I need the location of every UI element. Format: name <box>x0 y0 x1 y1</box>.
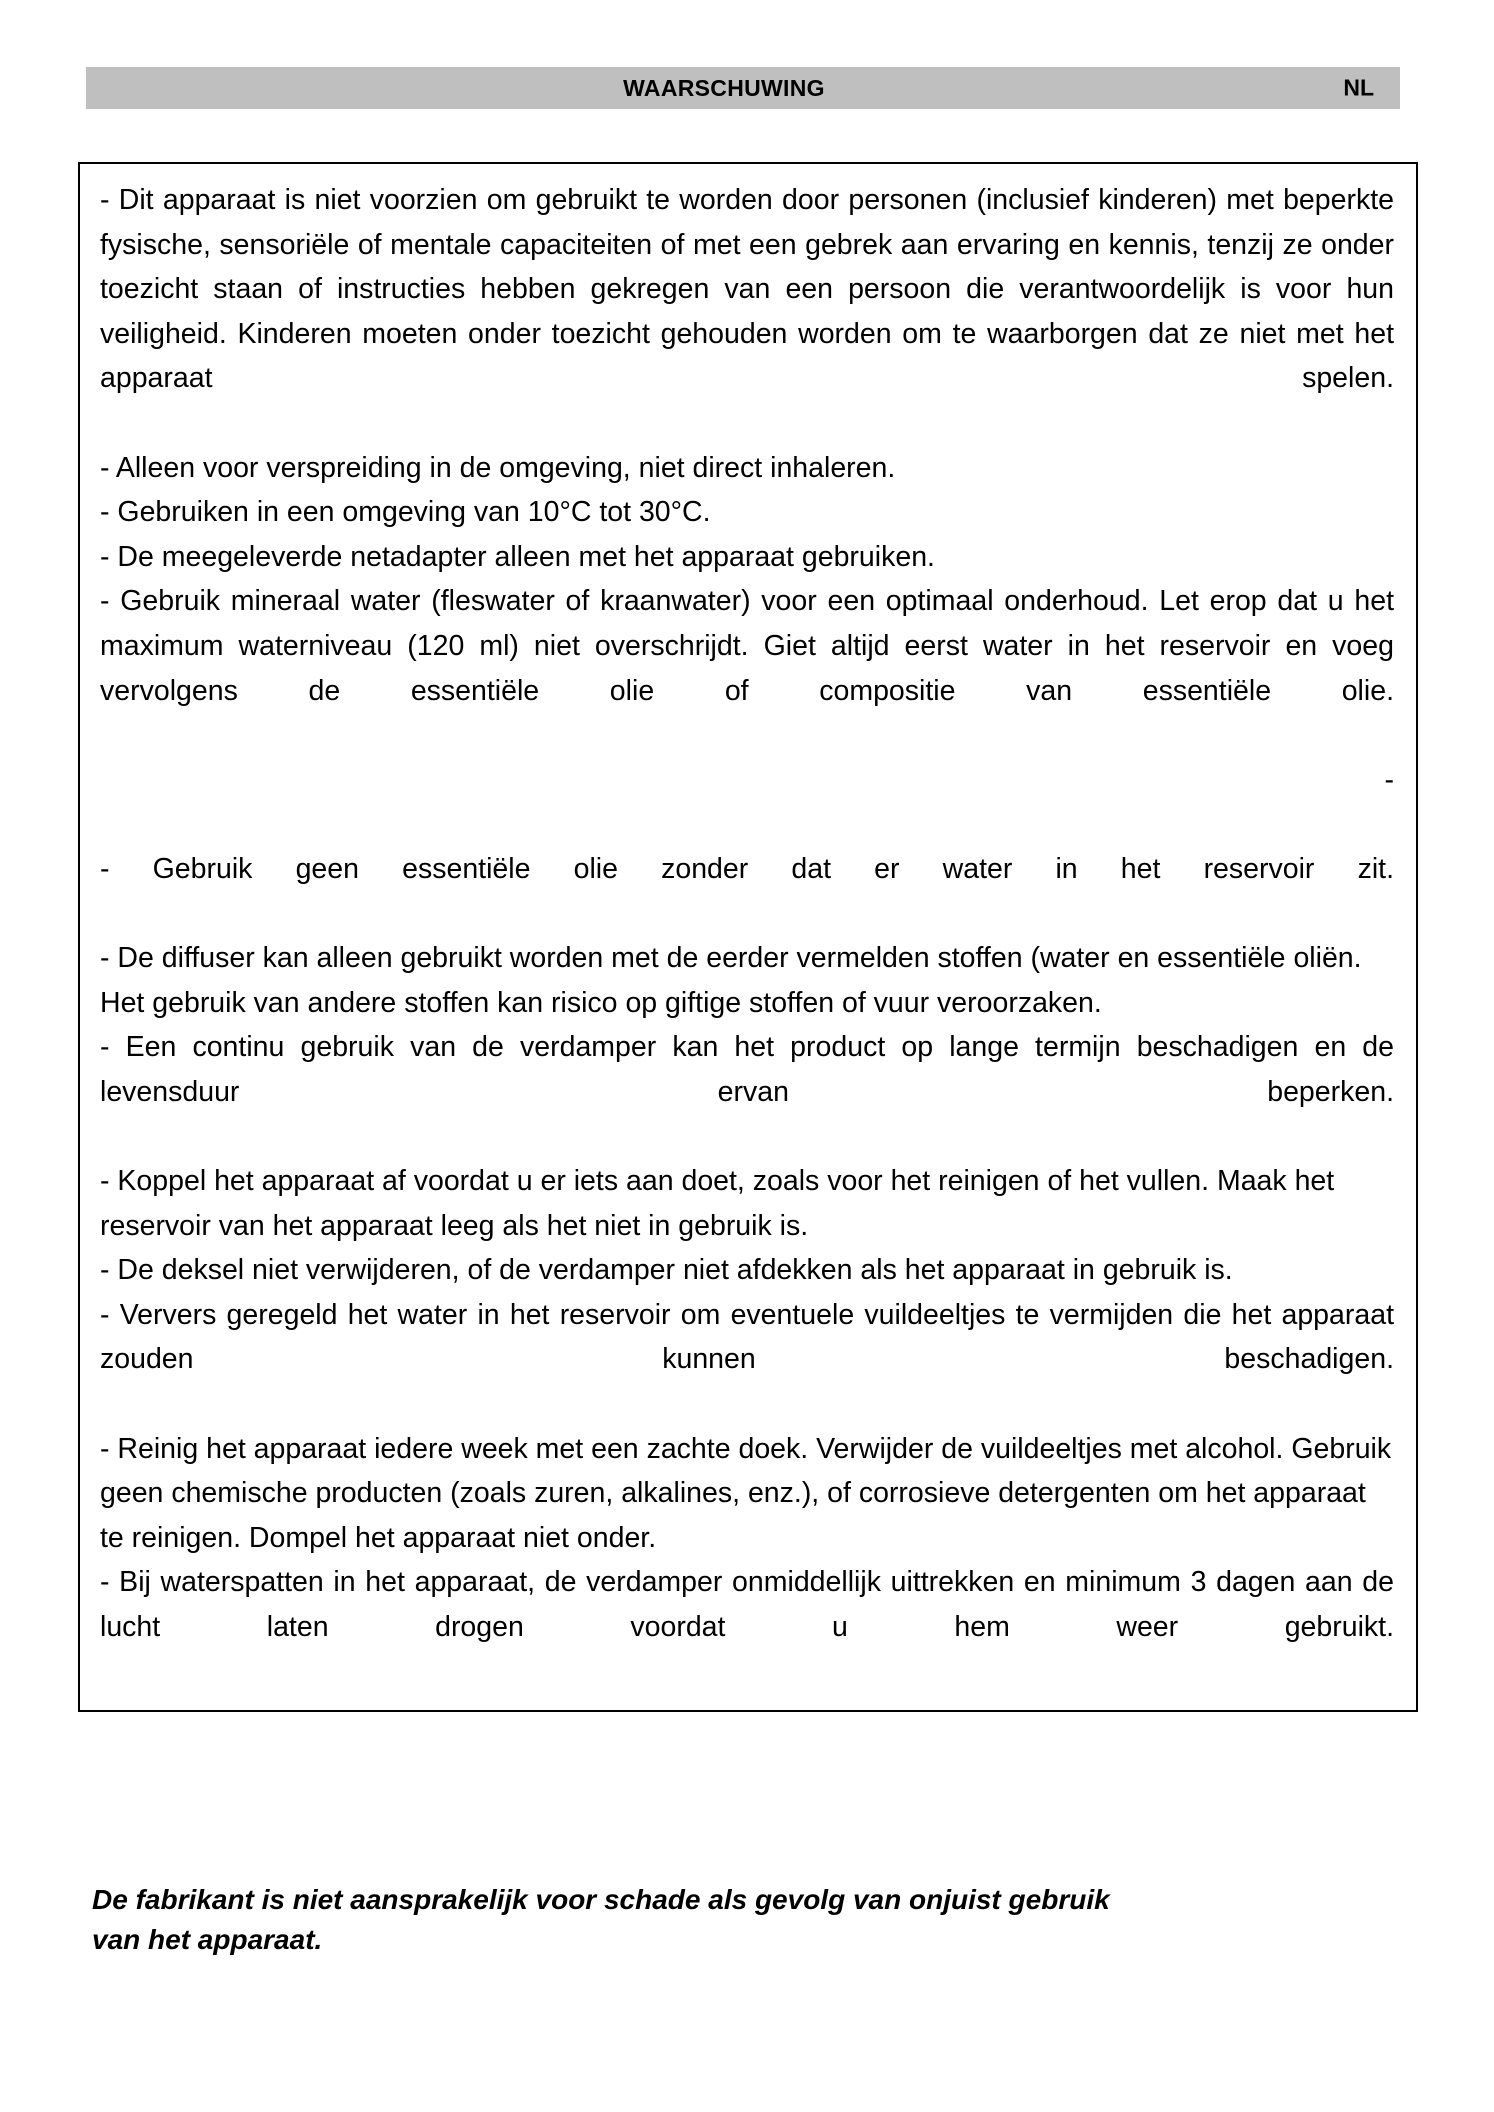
list-item: - De meegeleverde netadapter alleen met het apparaat gebruiken. <box>100 540 935 573</box>
list-item: - Alleen voor verspreiding in de omgeving, niet direct inhaleren. <box>100 451 896 484</box>
list-item: - Koppel het apparaat af voordat u er iets aan doet, zoals voor het reinigen of het vullen. Maak het reservoir van het apparaat leeg als het niet in gebruik is. <box>100 1165 1335 1242</box>
trailing-dash: - <box>1384 763 1394 796</box>
warning-text-box <box>78 162 1418 1712</box>
list-item: - Bij waterspatten in het apparaat, de verdamper onmiddellijk uittrekken en minimum 3 dagen aan de lucht laten drogen voordat u hem weer gebruikt. <box>100 1566 1394 1643</box>
list-item: - Ververs geregeld het water in het reservoir om eventuele vuildeeltjes te vermijden die het apparaat zouden kunnen beschadigen. <box>100 1298 1394 1376</box>
list-item: - De diffuser kan alleen gebruikt worden met de eerder vermelden stoffen (water en essentiële oliën. Het gebruik van andere stoffen kan risico op giftige stoffen of vuur veroorzaken. <box>100 942 1362 1019</box>
warning-list <box>100 178 1394 1694</box>
list-item: - De deksel niet verwijderen, of de verdamper niet afdekken als het apparaat in gebruik is. <box>100 1254 1233 1287</box>
list-item: - Een continu gebruik van de verdamper kan het product op lange termijn beschadigen en de levensduur ervan beperken. <box>100 1031 1394 1108</box>
language-code-label: NL <box>1343 74 1374 101</box>
page-title: WAARSCHUWING <box>623 74 825 101</box>
list-item: - Reinig het apparaat iedere week met een zachte doek. Verwijder de vuildeeltjes met alcohol. Gebruik geen chemische producten (zoals zuren, alkalines, enz.), of corrosieve detergenten om het apparaat te reinigen. Dompel het apparaat niet onder. <box>100 1432 1392 1554</box>
footer-line-2: van het apparaat. <box>92 1923 323 1955</box>
list-item: - Dit apparaat is niet voorzien om gebruikt te worden door personen (inclusief kinderen) met beperkte fysische, sensoriële of mentale capaciteiten of met een gebrek aan ervaring en kennis, tenzij ze onder toezicht staan of instructies hebben gekregen van een persoon die verantwoordelijk is voor hun veiligheid. Kinderen moeten onder toezicht gehouden worden om te waarborgen dat ze niet met het apparaat spelen. <box>100 184 1394 395</box>
manufacturer-liability-note <box>92 1880 1392 1960</box>
list-item: - Gebruik geen essentiële olie zonder dat er water in het reservoir zit. <box>100 852 1394 885</box>
warning-header-bar <box>86 67 1400 109</box>
trailing-dash-line <box>100 758 1394 847</box>
list-item: - Gebruiken in een omgeving van 10°C tot 30°C. <box>100 496 711 529</box>
footer-line-1: De fabrikant is niet aansprakelijk voor schade als gevolg van onjuist gebruik <box>92 1884 1110 1915</box>
list-item: - Gebruik mineraal water (fleswater of kraanwater) voor een optimaal onderhoud. Let erop dat u het maximum waterniveau (120 ml) niet overschrijdt. Giet altijd eerst water in het reservoir en voeg vervolgens de essentiële olie of compositie van essentiële olie. <box>100 585 1394 707</box>
